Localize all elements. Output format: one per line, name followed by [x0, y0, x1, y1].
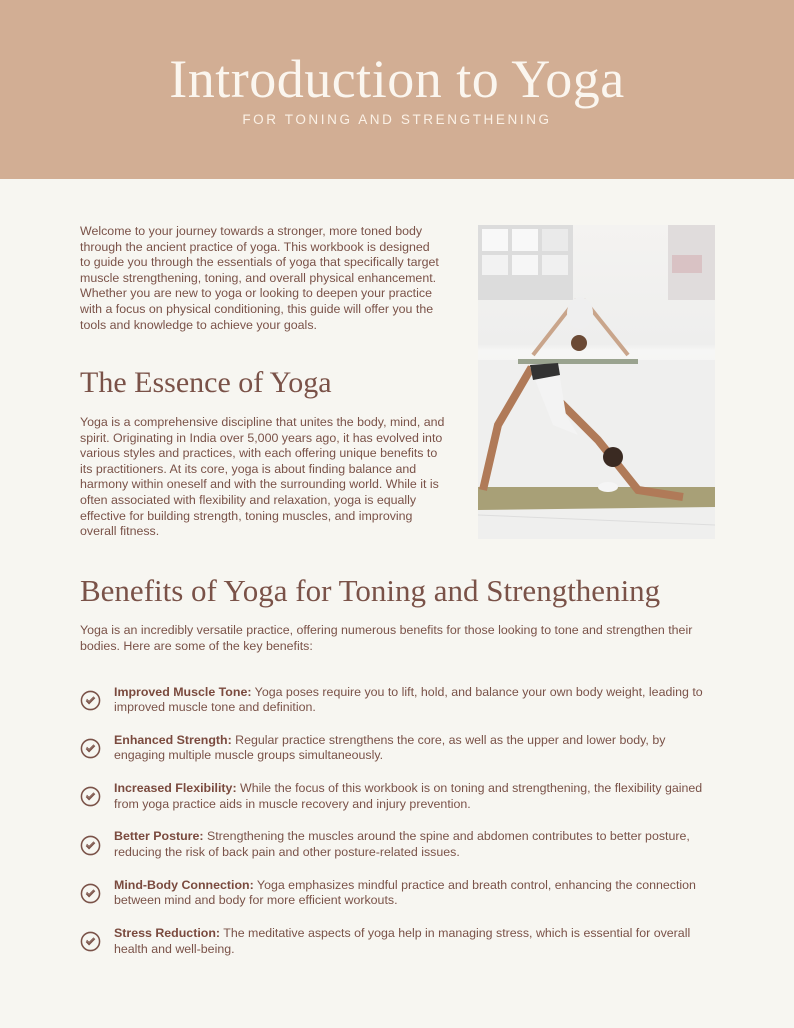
check-circle-icon: [80, 738, 101, 759]
header-banner: [0, 0, 794, 179]
intro-paragraph: Welcome to your journey towards a stronger, more toned body through the ancient practice of yoga. This workbook is designed to guide you through the essentials of yoga that specifically target muscle strengthening, toning, and overall physical enhancement. Whether you are new to yoga or looking to deepen your practice with a focus on physical conditioning, this guide will offer you the tools and knowledge to achieve your goals.: [80, 224, 439, 332]
benefit-title: Increased Flexibility:: [114, 781, 237, 796]
benefit-title: Mind-Body Connection:: [114, 877, 254, 892]
list-item: [80, 773, 720, 821]
check-circle-icon: [80, 786, 101, 807]
benefit-text: The meditative aspects of yoga help in managing stress, which is essential for overall health and well-being.: [114, 926, 691, 956]
page-subtitle: FOR TONING AND STRENGTHENING: [242, 112, 552, 127]
benefit-text: Yoga emphasizes mindful practice and breath control, enhancing the connection between mind and body for more efficient workouts.: [114, 877, 696, 908]
benefit-text: Strengthening the muscles around the spine and abdomen contributes to better posture, reducing the risk of back pain and other posture-related issues.: [114, 829, 690, 860]
benefit-title: Improved Muscle Tone:: [114, 684, 252, 699]
check-circle-icon: [80, 690, 101, 711]
benefit-text: Yoga poses require you to lift, hold, and balance your own body weight, leading to improved muscle tone and definition.: [114, 684, 703, 715]
benefit-title: Better Posture:: [114, 829, 204, 844]
page-title: Introduction to Yoga: [169, 49, 625, 109]
section-heading-essence: The Essence of Yoga: [80, 366, 332, 399]
check-circle-icon: [80, 931, 101, 952]
benefit-text: While the focus of this workbook is on toning and strengthening, the flexibility gained from yoga practice aids in muscle recovery and injury prevention.: [114, 781, 703, 811]
list-item: [80, 724, 720, 772]
list-item: [80, 821, 720, 869]
benefit-title: Enhanced Strength:: [114, 732, 232, 747]
essence-paragraph: Yoga is a comprehensive discipline that unites the body, mind, and spirit. Originating in India over 5,000 years ago, it has evolved into various styles and practices, with each offering unique benefits to its practitioners. At its core, yoga is about finding balance and harmony within oneself and with the surrounding world. While it is often associated with flexibility and relaxation, yoga is equally effective for building strength, toning muscles, and improving overall fitness.: [80, 415, 445, 539]
section-heading-benefits: Benefits of Yoga for Toning and Strengthening: [80, 573, 661, 608]
benefit-title: Stress Reduction:: [114, 926, 221, 941]
list-item: [80, 917, 720, 965]
list-item: [80, 676, 720, 724]
list-item: [80, 869, 720, 917]
check-circle-icon: [80, 883, 101, 904]
check-circle-icon: [80, 835, 101, 856]
benefit-text: Regular practice strengthens the core, as well as the upper and lower body, by engaging multiple muscle groups simultaneously.: [114, 732, 666, 763]
benefits-list: [80, 676, 720, 966]
yoga-photo: [478, 225, 715, 539]
benefits-intro: Yoga is an incredibly versatile practice, offering numerous benefits for those looking to tone and strengthen their bodies. Here are some of the key benefits:: [80, 623, 693, 653]
